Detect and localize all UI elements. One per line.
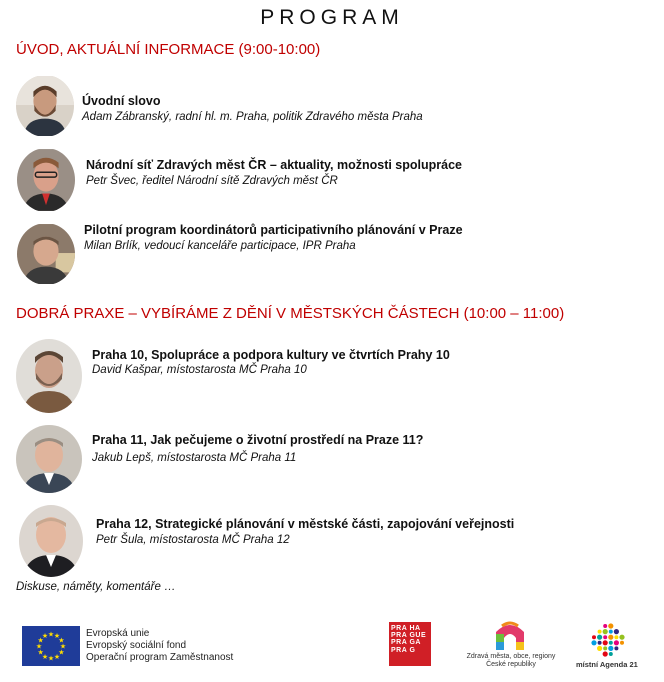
talk-title: Národní síť Zdravých měst ČR – aktuality, možnosti spolupráce bbox=[86, 158, 462, 172]
agenda21-dot bbox=[614, 646, 618, 650]
eu-flag-icon bbox=[22, 626, 80, 666]
talk-speaker: Jakub Lepš, místostarosta MČ Praha 11 bbox=[92, 452, 297, 464]
speaker-photo-avatar bbox=[16, 75, 74, 137]
eu-line: Operační program Zaměstnanost bbox=[86, 652, 234, 663]
agenda21-dot bbox=[597, 635, 602, 640]
speaker-photo-avatar bbox=[17, 148, 75, 212]
agenda21-dot bbox=[620, 641, 624, 645]
agenda21-dot bbox=[603, 646, 607, 650]
agenda21-dot bbox=[592, 635, 596, 639]
eu-star-icon: ★ bbox=[47, 655, 55, 663]
eu-star-icon: ★ bbox=[41, 653, 49, 661]
zdrava-mesta-logo-icon bbox=[492, 620, 528, 652]
eu-star-icon: ★ bbox=[37, 649, 44, 657]
eu-star-icon: ★ bbox=[58, 637, 65, 645]
agenda21-dot bbox=[609, 630, 613, 634]
talk-title: Úvodní slovo bbox=[82, 94, 161, 108]
eu-logo-text bbox=[86, 628, 233, 664]
agenda21-dot bbox=[608, 646, 613, 651]
agenda21-dot bbox=[603, 629, 608, 634]
agenda21-dot bbox=[608, 623, 613, 628]
section-heading-intro: ÚVOD, AKTUÁLNÍ INFORMACE (9:00-10:00) bbox=[16, 41, 321, 58]
eu-star-icon: ★ bbox=[41, 633, 49, 641]
agenda21-dot bbox=[598, 641, 602, 645]
agenda21-dot bbox=[597, 646, 602, 651]
speaker-photo-avatar bbox=[17, 223, 75, 285]
agenda21-dot bbox=[598, 630, 602, 634]
speaker-photo-avatar bbox=[19, 505, 83, 577]
eu-star-icon: ★ bbox=[47, 631, 55, 639]
discussion-note: Diskuse, náměty, komentáře … bbox=[16, 581, 176, 593]
agenda21-dot bbox=[614, 640, 619, 645]
talk-speaker: David Kašpar, místostarosta MČ Praha 10 bbox=[92, 364, 307, 376]
eu-star-icon: ★ bbox=[37, 637, 44, 645]
zdrava-line: Zdravá města, obce, regiony bbox=[466, 653, 556, 660]
agenda21-dot bbox=[603, 624, 607, 628]
talk-speaker: Milan Brlík, vedoucí kanceláře participace, IPR Praha bbox=[84, 240, 356, 252]
eu-star-icon: ★ bbox=[35, 643, 43, 651]
agenda21-label: místní Agenda 21 bbox=[576, 660, 638, 669]
section-heading-good-practice: DOBRÁ PRAXE – VYBÍRÁME Z DĚNÍ V MĚSTSKÝCH ČÁSTECH (10:00 – 11:00) bbox=[16, 305, 565, 322]
agenda21-dots-icon bbox=[590, 622, 626, 658]
talk-title: Pilotní program koordinátorů participativního plánování v Praze bbox=[84, 223, 463, 237]
talk-title: Praha 11, Jak pečujeme o životní prostředí na Praze 11? bbox=[92, 433, 424, 447]
agenda21-dot bbox=[603, 635, 607, 639]
agenda21-dot bbox=[603, 651, 608, 656]
page-title: PROGRAM bbox=[260, 6, 404, 29]
speaker-photo-avatar bbox=[16, 425, 82, 493]
agenda21-dot bbox=[603, 640, 608, 645]
praha-logo-line: PRA GUE bbox=[391, 632, 427, 640]
talk-title: Praha 10, Spolupráce a podpora kultury ve čtvrtích Prahy 10 bbox=[92, 348, 450, 362]
agenda21-dot bbox=[609, 641, 613, 645]
zdrava-line: České republiky bbox=[486, 661, 536, 668]
talk-speaker: Petr Švec, ředitel Národní sítě Zdravých měst ČR bbox=[86, 175, 338, 187]
agenda21-dot bbox=[608, 635, 613, 640]
agenda21-dot bbox=[591, 640, 596, 645]
praha-logo bbox=[389, 622, 431, 666]
eu-star-icon: ★ bbox=[58, 649, 65, 657]
eu-star-icon: ★ bbox=[59, 643, 67, 651]
praha-logo-line: PRA G bbox=[391, 646, 416, 654]
agenda21-dot bbox=[614, 629, 619, 634]
agenda21-dot bbox=[609, 652, 613, 656]
eu-line: Evropská unie bbox=[86, 628, 150, 639]
talk-speaker: Petr Šula, místostarosta MČ Praha 12 bbox=[96, 534, 290, 546]
agenda21-dot bbox=[619, 635, 624, 640]
zdrava-mesta-text bbox=[466, 653, 556, 669]
praha-logo-line: PRA HA bbox=[391, 625, 421, 632]
speaker-photo-avatar bbox=[16, 339, 82, 413]
eu-line: Evropský sociální fond bbox=[86, 640, 187, 651]
praha-logo-line: PRA GA bbox=[391, 639, 421, 647]
agenda21-dot bbox=[614, 635, 618, 639]
eu-star-icon: ★ bbox=[53, 633, 61, 641]
eu-star-icon: ★ bbox=[53, 653, 61, 661]
talk-title: Praha 12, Strategické plánování v městské části, zapojování veřejnosti bbox=[96, 517, 515, 531]
talk-speaker: Adam Zábranský, radní hl. m. Praha, politik Zdravého města Praha bbox=[82, 111, 423, 123]
